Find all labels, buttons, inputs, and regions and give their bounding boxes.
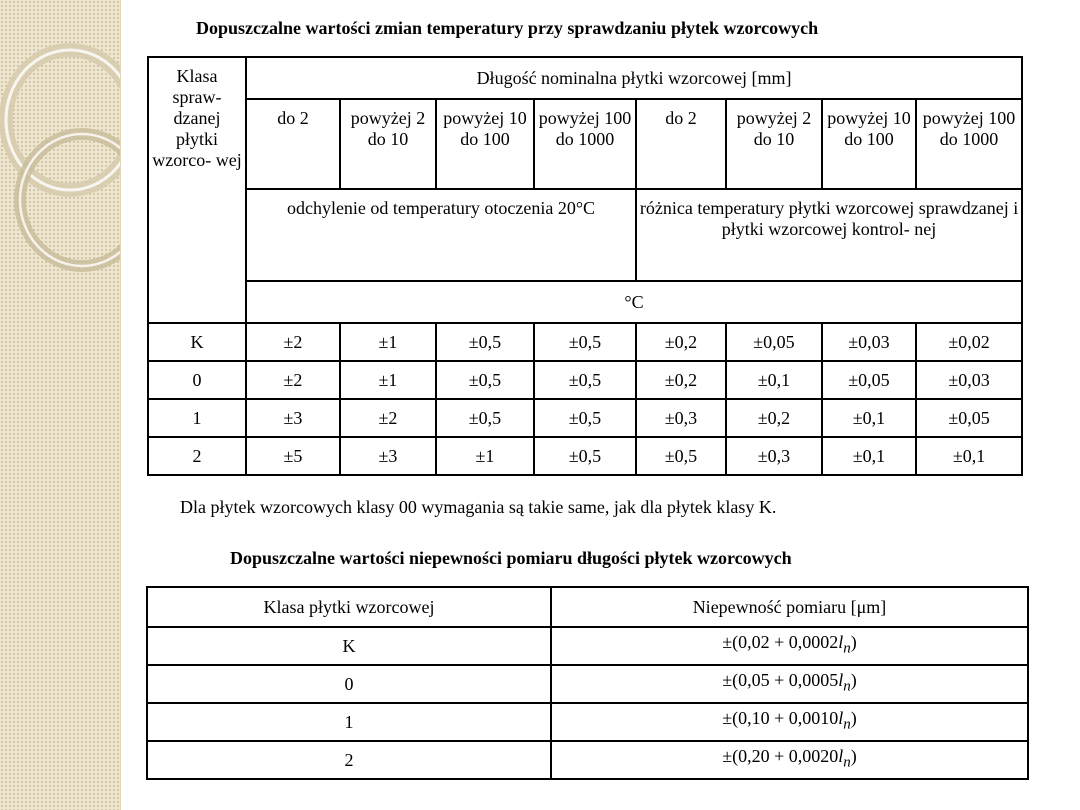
formula-suffix: ) bbox=[850, 632, 857, 653]
table-row bbox=[148, 437, 1022, 475]
uncertainty-column-header: Niepewność pomiaru [μm] bbox=[551, 587, 1028, 627]
class-header-cell bbox=[148, 57, 246, 323]
length-header: Długość nominalna płytki wzorcowej [mm] bbox=[476, 67, 792, 88]
value-cell: ±0,1 bbox=[822, 399, 916, 437]
formula-suffix: ) bbox=[850, 708, 857, 729]
value-cell: ±5 bbox=[246, 437, 340, 475]
value-cell: ±0,2 bbox=[726, 399, 822, 437]
class-cell: K bbox=[147, 627, 551, 665]
table-row bbox=[147, 741, 1028, 779]
table-row bbox=[147, 665, 1028, 703]
range-header: powyżej 2 do 10 bbox=[726, 99, 822, 189]
formula-variable: l bbox=[838, 708, 844, 729]
unit-header: °C bbox=[246, 281, 1022, 323]
formula-prefix: ±(0,20 + 0,0020 bbox=[722, 746, 839, 767]
class-cell: 2 bbox=[147, 741, 551, 779]
value-cell: ±0,05 bbox=[822, 361, 916, 399]
formula-variable: l bbox=[838, 632, 844, 653]
class-cell: 1 bbox=[147, 703, 551, 741]
value-cell: ±0,3 bbox=[636, 399, 726, 437]
value-cell: ±0,3 bbox=[726, 437, 822, 475]
formula-suffix: ) bbox=[850, 670, 857, 691]
formula-prefix: ±(0,05 + 0,0005 bbox=[722, 670, 839, 691]
group-left-header: odchylenie od temperatury otoczenia 20°C bbox=[246, 189, 636, 281]
length-header-cell bbox=[246, 57, 1022, 99]
uncertainty-table bbox=[146, 586, 1029, 780]
value-cell: ±0,5 bbox=[436, 361, 534, 399]
value-cell: ±0,03 bbox=[822, 323, 916, 361]
table-row bbox=[147, 627, 1028, 665]
value-cell: ±2 bbox=[246, 361, 340, 399]
value-cell: ±0,5 bbox=[436, 323, 534, 361]
table-row bbox=[148, 361, 1022, 399]
value-cell: ±1 bbox=[340, 361, 436, 399]
class-cell: 0 bbox=[148, 361, 246, 399]
formula-prefix: ±(0,02 + 0,0002 bbox=[722, 632, 839, 653]
range-header: powyżej 100 do 1000 bbox=[916, 99, 1022, 189]
class-column-header: Klasa płytki wzorcowej bbox=[147, 587, 551, 627]
table-row bbox=[148, 399, 1022, 437]
range-header: do 2 bbox=[636, 99, 726, 189]
value-cell: ±1 bbox=[340, 323, 436, 361]
value-cell: ±0,5 bbox=[636, 437, 726, 475]
value-cell: ±0,02 bbox=[916, 323, 1022, 361]
range-header: do 2 bbox=[246, 99, 340, 189]
uncertainty-formula-cell bbox=[551, 741, 1028, 779]
note-text: Dla płytek wzorcowych klasy 00 wymagania są takie same, jak dla płytek klasy K. bbox=[180, 497, 777, 517]
value-cell: ±0,2 bbox=[636, 323, 726, 361]
value-cell: ±2 bbox=[246, 323, 340, 361]
formula-subscript: n bbox=[843, 754, 851, 771]
formula-suffix: ) bbox=[850, 746, 857, 767]
table2-title: Dopuszczalne wartości niepewności pomiaru długości płytek wzorcowych bbox=[230, 548, 792, 568]
range-header: powyżej 10 do 100 bbox=[822, 99, 916, 189]
table-row bbox=[147, 703, 1028, 741]
value-cell: ±0,05 bbox=[916, 399, 1022, 437]
value-cell: ±0,5 bbox=[534, 399, 636, 437]
value-cell: ±0,1 bbox=[916, 437, 1022, 475]
decorative-rings-icon bbox=[0, 0, 120, 300]
class-cell: 1 bbox=[148, 399, 246, 437]
range-header: powyżej 10 do 100 bbox=[436, 99, 534, 189]
value-cell: ±2 bbox=[340, 399, 436, 437]
value-cell: ±0,1 bbox=[726, 361, 822, 399]
range-header: powyżej 2 do 10 bbox=[340, 99, 436, 189]
value-cell: ±0,03 bbox=[916, 361, 1022, 399]
decorative-side-strip bbox=[0, 0, 121, 810]
value-cell: ±3 bbox=[246, 399, 340, 437]
value-cell: ±3 bbox=[340, 437, 436, 475]
value-cell: ±0,5 bbox=[534, 323, 636, 361]
table1-title: Dopuszczalne wartości zmian temperatury przy sprawdzaniu płytek wzorcowych bbox=[196, 18, 819, 38]
value-cell: ±0,5 bbox=[534, 361, 636, 399]
formula-subscript: n bbox=[843, 716, 851, 733]
uncertainty-formula-cell bbox=[551, 665, 1028, 703]
value-cell: ±0,2 bbox=[636, 361, 726, 399]
value-cell: ±0,5 bbox=[534, 437, 636, 475]
class-cell: K bbox=[148, 323, 246, 361]
table-row bbox=[148, 323, 1022, 361]
uncertainty-formula-cell bbox=[551, 627, 1028, 665]
value-cell: ±1 bbox=[436, 437, 534, 475]
class-cell: 2 bbox=[148, 437, 246, 475]
temperature-table-body bbox=[148, 323, 1022, 475]
value-cell: ±0,5 bbox=[436, 399, 534, 437]
range-header: powyżej 100 do 1000 bbox=[534, 99, 636, 189]
value-cell: ±0,05 bbox=[726, 323, 822, 361]
uncertainty-formula-cell bbox=[551, 703, 1028, 741]
class-cell: 0 bbox=[147, 665, 551, 703]
group-right-header: różnica temperatury płytki wzorcowej sprawdzanej i płytki wzorcowej kontrol- nej bbox=[636, 189, 1022, 281]
uncertainty-table-body bbox=[147, 627, 1028, 779]
formula-subscript: n bbox=[843, 640, 851, 657]
formula-variable: l bbox=[838, 670, 844, 691]
class-header: Klasa spraw- dzanej płytki wzorco- wej bbox=[152, 66, 242, 170]
formula-variable: l bbox=[838, 746, 844, 767]
formula-subscript: n bbox=[843, 678, 851, 695]
value-cell: ±0,1 bbox=[822, 437, 916, 475]
temperature-table bbox=[147, 56, 1023, 476]
formula-prefix: ±(0,10 + 0,0010 bbox=[722, 708, 839, 729]
